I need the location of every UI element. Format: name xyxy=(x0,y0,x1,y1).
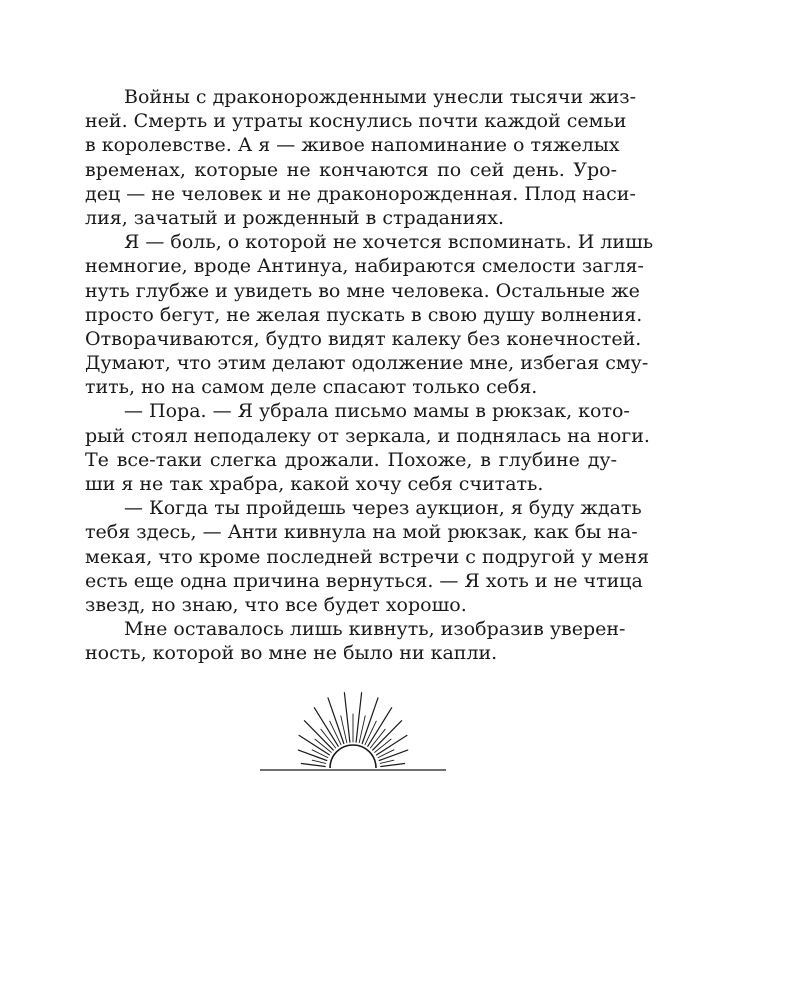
text-line: Войны с драконорожденными унесли тысячи жиз- xyxy=(124,86,637,108)
sunburst-ray xyxy=(328,698,344,744)
paragraph xyxy=(85,85,637,230)
sunburst-ray xyxy=(304,721,333,750)
paragraph xyxy=(85,230,654,399)
text-line: временах, которые не кончаются по сей день. Уро- xyxy=(85,158,617,181)
text-line: — Пора. — Я убрала письмо мамы в рюкзак, кото- xyxy=(124,400,630,423)
text-line: Думают, что этим делают одолжение мне, избегая сму- xyxy=(85,352,649,375)
sunburst-ray xyxy=(312,760,326,763)
sunburst-ray xyxy=(380,760,394,763)
text-line: Я — боль, о которой не хочется вспоминать. И лишь xyxy=(124,231,654,254)
text-line: ней. Смерть и утраты коснулись почти каждой семьи xyxy=(85,110,627,133)
sunburst-icon xyxy=(258,690,448,780)
text-line: Мне оставалось лишь кивнуть, изобразив уверен- xyxy=(124,618,626,641)
text-line: — Когда ты пройдешь через аукцион, я буду ждать xyxy=(124,497,642,520)
sunburst-ray xyxy=(314,708,338,747)
sunburst-ray xyxy=(301,764,325,767)
text-line: Отворачиваются, будто видят калеку без конечностей. xyxy=(85,327,642,350)
text-line: ши я не так храбра, какой хочу себя считать. xyxy=(85,473,544,495)
text-line: в королевстве. А я — живое напоминание о тяжелых xyxy=(85,134,620,157)
text-line: просто бегут, не желая пускать в свою душу волнения. xyxy=(85,303,643,326)
paragraph xyxy=(85,448,617,496)
text-line: есть еще одна причина вернуться. — Я хоть и не чтица xyxy=(85,569,643,592)
sunburst-ray xyxy=(362,698,378,744)
text-line: тить, но на самом деле спасают только себя. xyxy=(85,376,538,399)
text-line: звезд, но знаю, что все будет хорошо. xyxy=(85,593,467,616)
text-line: нуть глубже и увидеть во мне человека. Остальные же xyxy=(85,279,640,302)
text-line: Те все-таки слегка дрожали. Похоже, в глубине ду- xyxy=(85,448,617,471)
paragraph xyxy=(85,617,626,665)
paragraph xyxy=(85,399,650,447)
sunburst-ray xyxy=(373,721,402,750)
sunburst-ray xyxy=(381,764,405,767)
sunburst-ray xyxy=(368,708,392,747)
text-line: рый стоял неподалеку от зеркала, и поднялась на ноги. xyxy=(85,424,650,447)
text-line: мекая, что кроме последней встречи с подругой у меня xyxy=(85,545,650,568)
paragraph xyxy=(85,496,650,617)
text-line: дец — не человек и не драконорожденная. Плод наси- xyxy=(85,182,636,205)
text-line: немногие, вроде Антинуа, набираются смелости загля- xyxy=(85,255,644,278)
text-line: тебя здесь, — Анти кивнула на мой рюкзак, как бы на- xyxy=(85,521,638,544)
text-line: ность, которой во мне не было ни капли. xyxy=(85,642,498,665)
text-line: лия, зачатый и рожденный в страданиях. xyxy=(85,206,505,229)
body-text xyxy=(85,85,654,666)
